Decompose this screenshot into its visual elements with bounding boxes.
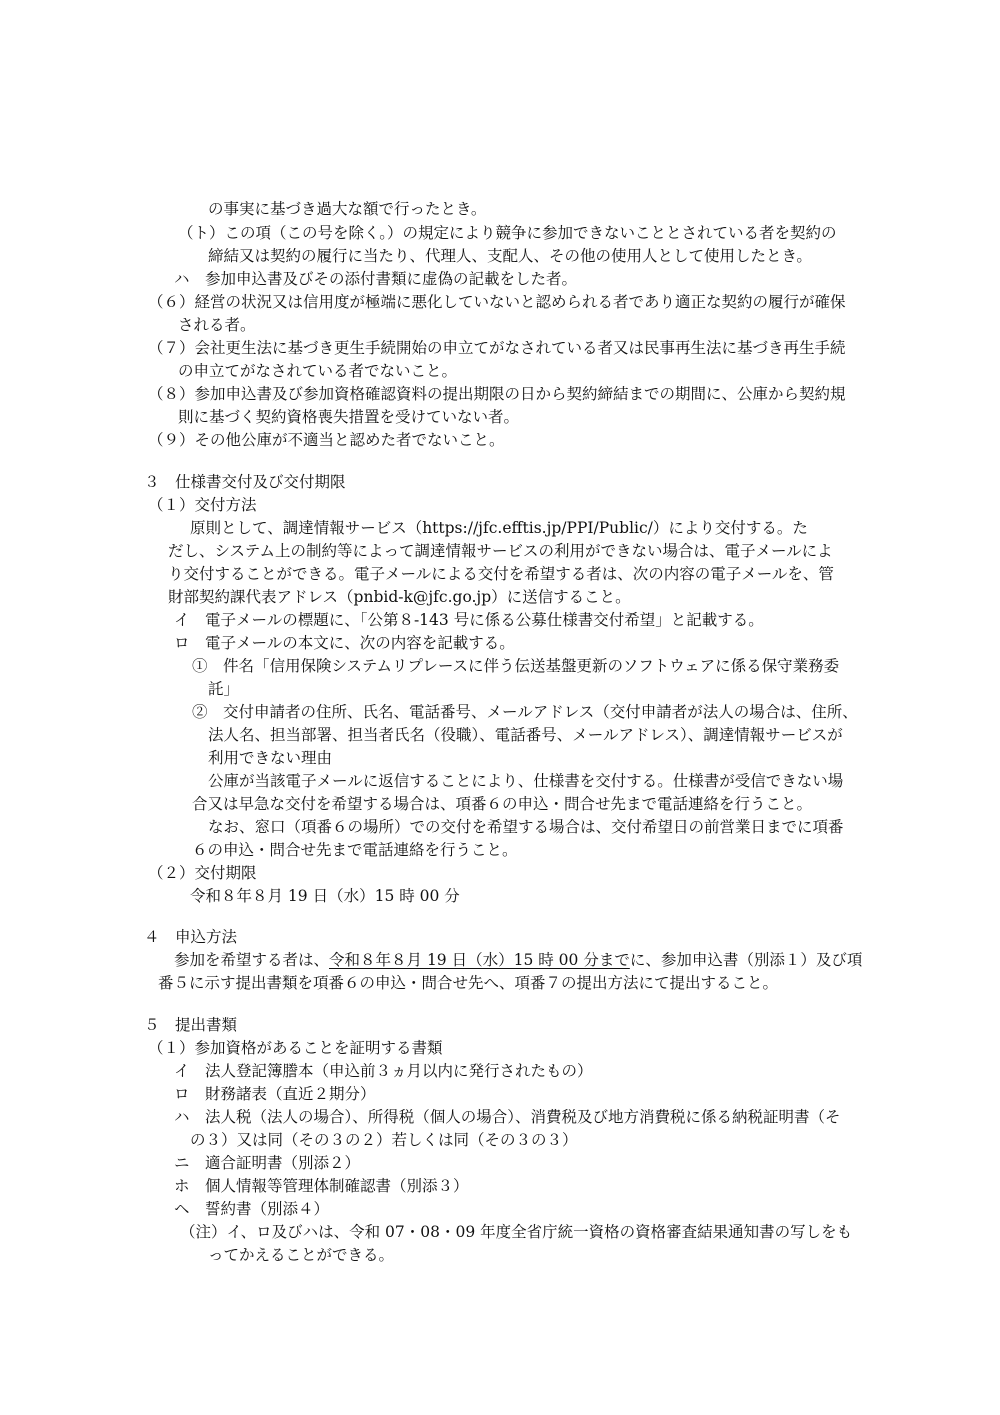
text-line: 番５に示す提出書類を項番６の申込・問合せ先へ、項番７の提出方法にて提出すること。 xyxy=(158,974,779,992)
text-line: （８）参加申込書及び参加資格確認資料の提出期限の日から契約締結までの期間に、公庫から契約規 xyxy=(148,385,846,403)
subsection-heading: （２）交付期限 xyxy=(148,864,257,882)
text-line: の申立てがなされている者でないこと。 xyxy=(178,362,458,380)
text-line: 令和８年８月 19 日（水）15 時 00 分 xyxy=(190,887,460,905)
text-line: 法人名、担当部署、担当者氏名（役職）、電話番号、メールアドレス）、調達情報サービスが xyxy=(208,726,843,744)
subsection-heading: （１）参加資格があることを証明する書類 xyxy=(148,1039,443,1057)
text-line: ハ 参加申込書及びその添付書類に虚偽の記載をした者。 xyxy=(174,270,578,288)
text-line: だし、システム上の制約等によって調達情報サービスの利用ができない場合は、電子メールによ xyxy=(168,542,833,560)
text-line: なお、窓口（項番６の場所）での交付を希望する場合は、交付希望日の前営業日までに項番 xyxy=(208,818,844,836)
text-line: ① 件名「信用保険システムリプレースに伴う伝送基盤更新のソフトウェアに係る保守業務委 xyxy=(192,657,840,675)
deadline-underlined: 令和８年８月 19 日（水）15 時 00 分まで xyxy=(329,951,630,969)
text-line: の事実に基づき過大な額で行ったとき。 xyxy=(208,200,487,218)
text-line: ロ 財務諸表（直近２期分） xyxy=(174,1085,376,1103)
text-line: ６の申込・問合せ先まで電話連絡を行うこと。 xyxy=(192,841,518,859)
text-line: （７）会社更生法に基づき更生手続開始の申立てがなされている者又は民事再生法に基づき再生手続 xyxy=(148,339,846,357)
text-line: される者。 xyxy=(178,316,256,334)
note-line: ってかえることができる。 xyxy=(208,1246,395,1264)
text-line: ② 交付申請者の住所、氏名、電話番号、メールアドレス（交付申請者が法人の場合は、住所、 xyxy=(192,703,858,721)
text-line: 合又は早急な交付を希望する場合は、項番６の申込・問合せ先まで電話連絡を行うこと。 xyxy=(192,795,813,813)
text-line: ハ 法人税（法人の場合）、所得税（個人の場合）、消費税及び地方消費税に係る納税証明書（そ xyxy=(174,1108,841,1126)
section-heading: ４ 申込方法 xyxy=(144,928,238,946)
text-segment: に、参加申込書（別添１）及び項 xyxy=(629,951,863,969)
text-segment: 参加を希望する者は、 xyxy=(174,951,330,969)
text-line: 託」 xyxy=(208,680,240,698)
text-line: ホ 個人情報等管理体制確認書（別添３） xyxy=(174,1177,469,1195)
text-line: 財部契約課代表アドレス（pnbid-k@jfc.go.jp）に送信すること。 xyxy=(168,588,631,606)
text-line: の３）又は同（その３の２）若しくは同（その３の３） xyxy=(190,1131,578,1149)
text-line: 利用できない理由 xyxy=(208,749,333,767)
subsection-heading: （１）交付方法 xyxy=(148,496,257,514)
text-line: ロ 電子メールの本文に、次の内容を記載する。 xyxy=(174,634,515,652)
text-line: 公庫が当該電子メールに返信することにより、仕様書を交付する。仕様書が受信できない場 xyxy=(208,772,844,790)
text-line: （ト）この項（この号を除く。）の規定により競争に参加できないこととされている者を契約の xyxy=(178,224,837,242)
section-heading: ５ 提出書類 xyxy=(144,1016,238,1034)
text-line: り交付することができる。電子メールによる交付を希望する者は、次の内容の電子メールを、管 xyxy=(168,565,834,583)
text-line xyxy=(174,950,862,972)
text-line: 則に基づく契約資格喪失措置を受けていない者。 xyxy=(178,408,520,426)
text-line: 原則として、調達情報サービス（https://jfc.efftis.jp/PPI/Public/）により交付する。た xyxy=(190,519,808,537)
section-heading: ３ 仕様書交付及び交付期限 xyxy=(144,473,346,491)
text-line: 締結又は契約の履行に当たり、代理人、支配人、その他の使用人として使用したとき。 xyxy=(208,247,812,265)
text-line: ニ 適合証明書（別添２） xyxy=(174,1154,361,1172)
text-line: イ 電子メールの標題に、「公第８-143 号に係る公募仕様書交付希望」と記載する。 xyxy=(174,611,764,629)
note-line: （注）イ、ロ及びハは、令和 07・08・09 年度全省庁統一資格の資格審査結果通知書の写しをも xyxy=(180,1223,853,1241)
text-line: （６）経営の状況又は信用度が極端に悪化していないと認められる者であり適正な契約の履行が確保 xyxy=(148,293,846,311)
text-line: イ 法人登記簿謄本（申込前３ヵ月以内に発行されたもの） xyxy=(174,1062,593,1080)
text-line: ヘ 誓約書（別添４） xyxy=(174,1200,330,1218)
text-line: （９）その他公庫が不適当と認めた者でないこと。 xyxy=(148,431,505,449)
